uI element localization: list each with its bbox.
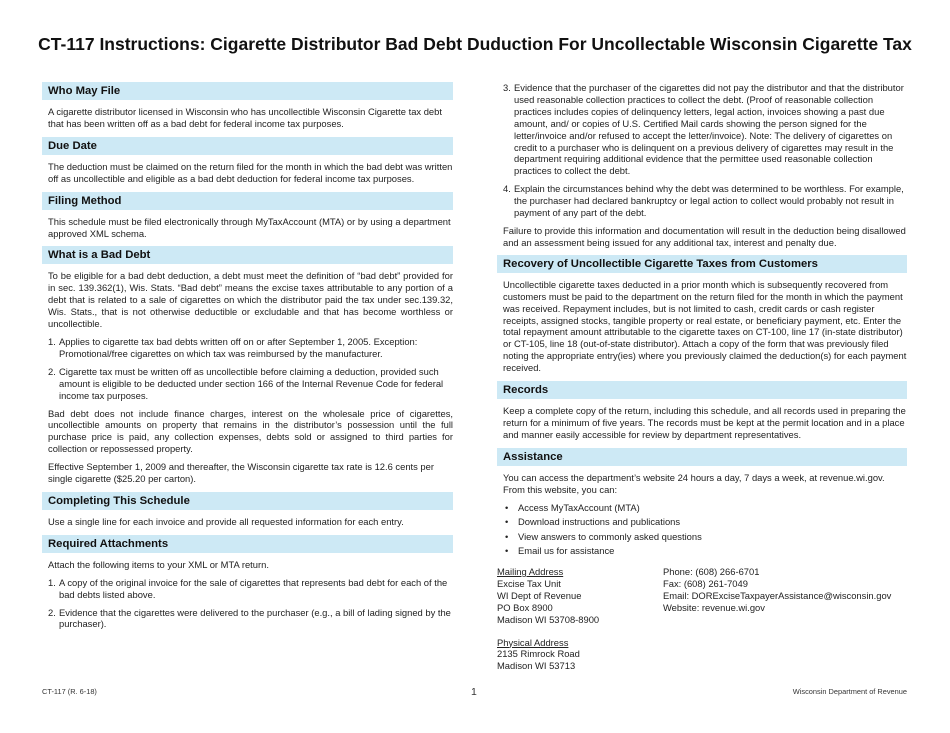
- item-number: 3.: [503, 82, 511, 93]
- item-text: Explain the circumstances behind why the debt was determined to be worthless. For example, the purchaser had declared bankruptcy or legal action to collect would probably not result in payment of any part of the debt.: [514, 183, 904, 219]
- list-item: • Email us for assistance: [503, 545, 907, 557]
- list-item: • View answers to commonly asked questions: [503, 531, 907, 543]
- section-text: Attach the following items to your XML or MTA return.: [48, 558, 269, 570]
- list-item: [48, 607, 453, 631]
- left-column: [42, 82, 453, 637]
- list-item: [48, 577, 453, 601]
- section-heading: Assistance: [497, 448, 907, 466]
- page-title: CT-117 Instructions: Cigarette Distributor Bad Debt Duduction For Uncollectable Wisconsin Cigarette Tax: [38, 34, 912, 54]
- section-text: A cigarette distributor licensed in Wisconsin who has uncollectible Wisconsin Cigarette tax debt that has been written off as a bad debt for federal income tax purposes.: [48, 106, 442, 129]
- physical-line: 2135 Rimrock Road: [497, 648, 580, 660]
- right-column: [497, 82, 907, 564]
- section-records: [497, 381, 907, 441]
- mailing-line: Excise Tax Unit: [497, 577, 561, 589]
- agency-name: Wisconsin Department of Revenue: [792, 687, 907, 696]
- page-number: 1: [471, 686, 477, 698]
- assistance-list: [503, 502, 907, 557]
- item-text: Cigarette tax must be written off as uncollectible before claiming a deduction, provided such amount is eligible to be deducted under section 166 of the Internal Revenue Code for federal income tax purposes.: [59, 365, 444, 401]
- bad-debt-list: [48, 336, 453, 402]
- section-heading: Recovery of Uncollectible Cigarette Taxes from Customers: [497, 255, 907, 273]
- section-text: Bad debt does not include finance charges, interest on the wholesale price of cigarettes, uncollectible amounts on property that remains in the distributor’s possession until the full purchase price is paid, any collection expenses, debts sold or assigned to third parties for collection or repossessed property.: [48, 407, 453, 455]
- section-heading: Completing This Schedule: [42, 492, 453, 510]
- physical-line: Madison WI 53713: [497, 660, 576, 672]
- attachments-list-continued: [503, 82, 907, 219]
- list-item: [48, 336, 453, 360]
- section-text: Uncollectible cigarette taxes deducted in a prior month which is subsequently recovered from customers must be paid to the department on the return filed for the month in which the payment was received. Repayment includes, but is not limited to cash, credit cards or cash register receipts, assigned stocks, tangible property or real estate, or beneficiary payment, etc. Enter the total repayment amount attributable to the cigarette taxes on CT-100, line 17 (in-state distributor) or CT-105, line 18 (out-of-state distributor). Attach a copy of the form that was previously filed noting the appropriate entry(ies) where you previously claimed the deduction(s) for each payment received.: [503, 278, 907, 374]
- attachments-list: [48, 577, 453, 631]
- mailing-line: WI Dept of Revenue: [497, 589, 582, 601]
- section-heading: What is a Bad Debt: [42, 246, 453, 264]
- section-heading: Filing Method: [42, 192, 453, 210]
- list-item: [503, 82, 907, 177]
- section-recovery: [497, 255, 907, 374]
- fax: Fax: (608) 261-7049: [663, 577, 748, 589]
- list-item: • Access MyTaxAccount (MTA): [503, 502, 907, 514]
- list-item: • Download instructions and publications: [503, 516, 907, 528]
- section-text: You can access the department’s website 24 hours a day, 7 days a week, at revenue.wi.gov. From this website, you can:: [503, 471, 885, 495]
- item-number: 2.: [48, 606, 56, 618]
- mailing-line: PO Box 8900: [497, 601, 553, 613]
- section-attachments: [42, 535, 453, 631]
- section-who-may-file: [42, 82, 453, 130]
- form-id: CT-117 (R. 6-18): [42, 687, 97, 696]
- section-text: This schedule must be filed electronically through MyTaxAccount (MTA) or by using a department approved XML schema.: [48, 215, 451, 239]
- section-text: To be eligible for a bad debt deduction, a debt must meet the definition of “bad debt” provided for in sec. 139.362(1), Wis. Stats. “Bad debt” means the excise taxes attributable to any portion of a debt that is related to a sale of cigarettes on which the distributor paid the tax under sec.139.32, Wis. Stats., that is not otherwise deductible or excludable and that has become worthless or uncollectible.: [48, 270, 453, 330]
- item-number: 1.: [48, 576, 56, 588]
- section-bad-debt: [42, 246, 453, 485]
- addresses: [497, 566, 657, 672]
- section-heading: Required Attachments: [42, 535, 453, 553]
- section-heading: Records: [497, 381, 907, 399]
- mailing-address-label: Mailing Address: [497, 566, 564, 577]
- failure-text: Failure to provide this information and documentation will result in the deduction being disallowed and an assessment being issued for any additional tax, interest and penalty due.: [503, 224, 906, 248]
- item-number: 4.: [503, 183, 511, 195]
- section-due-date: [42, 137, 453, 185]
- item-text: A copy of the original invoice for the sale of cigarettes that represents bad debt for each of the bad debts listed above.: [59, 576, 448, 600]
- item-text: Evidence that the cigarettes were delivered to the purchaser (e.g., a bill of lading signed by the purchaser).: [59, 606, 451, 630]
- item-number: 1.: [48, 335, 56, 347]
- item-number: 2.: [48, 365, 56, 377]
- item-text: Evidence that the purchaser of the cigarettes did not pay the distributor and that the distributor used reasonable collection practices to collect the debt. (Proof of reasonable collection practices includes copies of delinquency letters, legal action, invoices showing a past due amount, and/ or copies of U.S. Certified Mail cards showing the person signed for the letter/invoice and/or refused to accept the letter/invoice). Note: The delivery of cigarettes on credit to a purchaser who is delinquent on a previous delivery of cigarettes may result in the department requiring additional evidence that the permittee used reasonable collection practices to collect the debt.: [514, 82, 904, 177]
- list-item: [48, 366, 453, 402]
- email-link[interactable]: Email: DORExciseTaxpayerAssistance@wisconsin.gov: [663, 589, 892, 601]
- phone: Phone: (608) 266-6701: [663, 566, 760, 577]
- section-text: Effective September 1, 2009 and thereafter, the Wisconsin cigarette tax rate is 12.6 cents per single cigarette ($25.20 per carton).: [48, 461, 434, 485]
- mailing-line: Madison WI 53708-8900: [497, 613, 600, 625]
- section-assistance: [497, 448, 907, 557]
- section-text: The deduction must be claimed on the return filed for the month in which the bad debt was written off as uncollectible and eligible as a bad debt deduction for federal income tax purposes.: [48, 160, 453, 184]
- physical-address-label: Physical Address: [497, 636, 569, 648]
- section-completing: [42, 492, 453, 528]
- item-text: Applies to cigarette tax bad debts written off on or after September 1, 2005. Exception: Promotional/free cigarettes on which tax was reimbursed by the manufacturer.: [59, 335, 418, 359]
- section-heading: Who May File: [42, 82, 453, 100]
- section-text: Use a single line for each invoice and provide all requested information for each entry.: [48, 515, 404, 527]
- section-filing-method: [42, 192, 453, 240]
- list-item: [503, 183, 907, 219]
- website-link[interactable]: Website: revenue.wi.gov: [663, 601, 765, 613]
- section-text: Keep a complete copy of the return, including this schedule, and all records used in preparing the return for a minimum of five years. The records must be kept at the permit location and in a place and manner easily accessible for review by department representatives.: [503, 405, 906, 440]
- contact-info: [663, 566, 923, 614]
- section-heading: Due Date: [42, 137, 453, 155]
